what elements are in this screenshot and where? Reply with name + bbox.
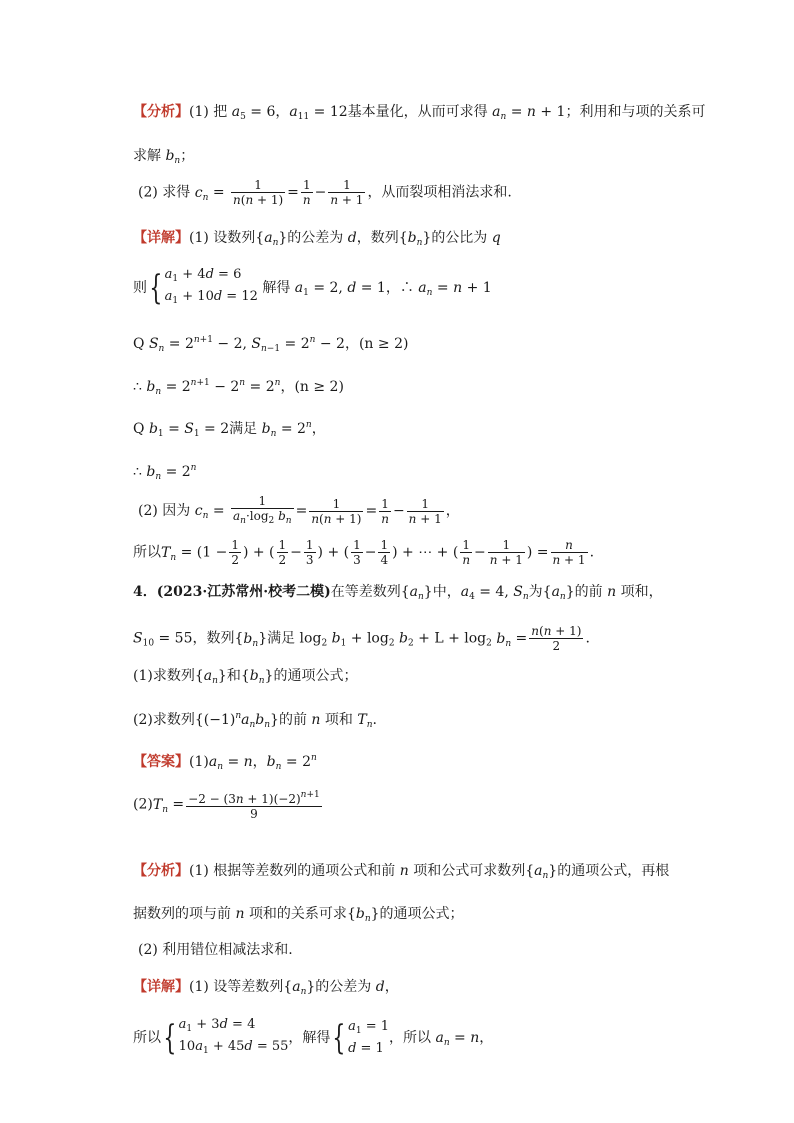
analysis-line-3: (2) 求得 $c_n$ = $\frac{1}{n(n + 1)}$ = $\frac{1}{n}$ − $\frac{1}{n + 1}$ ，从而裂项相消法求和. bbox=[138, 178, 512, 207]
detail-line-7: (2) 因为 $c_n$ = $\frac{1}{a_n\cdot\log_2 b_n}$ = $\frac{1}{n(n + 1)}$ = $\frac{1}{n}$ − $\frac{1}{n + 1}$ ， bbox=[138, 494, 460, 526]
detail-line-1: 【详解】(1) 设数列$\{a_n\}$的公差为 d，数列$\{b_n\}$的公比为 q bbox=[133, 230, 501, 248]
detail-line-6: ∴ $b_n = 2^n$ bbox=[133, 463, 197, 482]
analysis-label: 【分析】 bbox=[133, 104, 189, 120]
analysis-line-1: 【分析】(1) 把 $a_5 = 6$，$a_{11} = 12$基本量化，从而可求得 $a_n = n + 1$；利用和与项的关系可 bbox=[133, 104, 706, 122]
detail-line-4: ∴ $b_n = 2^{n+1} - 2^n = 2^n$，(n ≥ 2) bbox=[133, 378, 344, 397]
answer-label: 【答案】 bbox=[133, 754, 189, 770]
analysis2-line-1: 【分析】(1) 根据等差数列的通项公式和前 n 项和公式可求数列$\{a_n\}$的通项公式，再根 bbox=[133, 863, 670, 881]
detail-label: 【详解】 bbox=[133, 230, 189, 246]
detail-line-8: 所以$T_n = (1$ − $\frac{1}{2}$ ) + ( $\frac{1}{2}$ − $\frac{1}{3}$ ) + ( $\frac{1}{3}$ − $\frac{1}{4}$ ) + ⋯ + ( $\frac{1}{n}$ − $\frac{1}{n + 1}$ ) = $\frac{n}{n + 1}$ . bbox=[133, 538, 595, 567]
analysis2-line-3: (2) 利用错位相减法求和. bbox=[138, 942, 293, 958]
detail-line-5: Q $b_1 = S_1 = 2$满足 $b_n = 2^n$， bbox=[133, 420, 326, 439]
analysis-line-2: 求解 $b_n$； bbox=[133, 148, 195, 166]
detail-line-3: Q $S_n = 2^{n+1} - 2$, $S_{n-1} = 2^n - 2$，(n ≥ 2) bbox=[133, 335, 409, 354]
detail-system-1: 则{ $a_1 + 4d = 6$ $a_1 + 10d = 12$ 解得 $a_1 = 2$, d = 1，∴ $a_n = n + 1$ bbox=[133, 267, 492, 308]
question-4-source: 4．(2023·江苏常州·校考二模) bbox=[133, 584, 331, 600]
answer-line-2: $(2)T_n$ = $\frac{-2 - (3n + 1)(-2)^{n+1}}{9}$ bbox=[133, 790, 320, 821]
detail2-line-1: 【详解】(1) 设等差数列$\{a_n\}$的公差为 d， bbox=[133, 979, 399, 997]
question-4-line-2: $S_{10} = 55$，数列$\{b_n\}$满足 $\log_2 b_1 + \log_2 b_2 + L + \log_2 b_n$ = $\frac{n(n + 1)}{2}$ . bbox=[133, 624, 590, 653]
question-4-line-1: 4．(2023·江苏常州·校考二模)在等差数列$\{a_n\}$中，$a_4 = 4$, $S_n$为$\{a_n\}$的前 n 项和， bbox=[133, 584, 663, 602]
answer-line-1: 【答案】$(1)a_n = n$，$b_n = 2^n$ bbox=[133, 753, 317, 772]
question-4-part-1: (1)求数列$\{a_n\}$和$\{b_n\}$的通项公式； bbox=[133, 668, 358, 686]
question-4-part-2: (2)求数列$\{(-1)^na_nb_n\}$的前 n 项和 $T_n$. bbox=[133, 711, 377, 730]
analysis2-line-2: 据数列的项与前 n 项和的关系可求$\{b_n\}$的通项公式； bbox=[133, 906, 464, 924]
detail2-system: 所以{ $a_1 + 3d = 4$ $10a_1 + 45d = 55$，解得{ $a_1 = 1$ d = 1，所以 $a_n = n$， bbox=[133, 1017, 494, 1058]
